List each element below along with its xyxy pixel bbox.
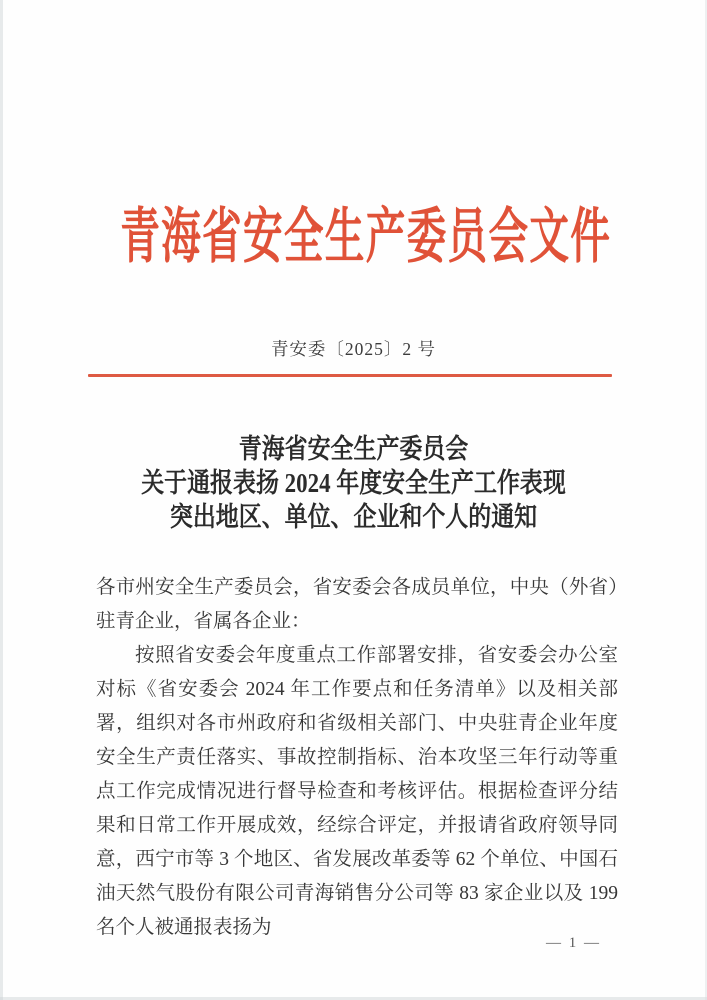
document-title-line-3: 突出地区、单位、企业和个人的通知 [169, 502, 538, 532]
red-divider-line [88, 374, 612, 377]
document-title [53, 432, 654, 534]
document-title-line-1: 青海省安全生产委员会 [238, 434, 469, 464]
document-reference-number: 青安委〔2025〕2 号 [270, 339, 437, 359]
document-body [96, 571, 618, 945]
document-letterhead-title: 青海省安全生产委员会文件 [120, 204, 612, 270]
document-title-line-2: 关于通报表扬 2024 年度安全生产工作表现 [141, 468, 566, 498]
body-paragraph: 按照省安委会年度重点工作部署安排，省安委会办公室对标《省安委会 2024 年工作要点和任务清单》以及相关部署，组织对各市州政府和省级相关部门、中央驻青企业年度安全生产责任落实、事故控制指标、治本攻坚三年行动等重点工作完成情况进行督导检查和考核评估。根据检查评分结果和日常工作开展成效，经综合评定，并报请省政府领导同意，西宁市等 3 个地区、省发展改革委等 62 个单位、中国石油天然气股份有限公司青海销售分公司等 83 家企业以及 199 名个人被通报表扬为 [96, 645, 618, 938]
salutation-line: 各市州安全生产委员会，省安委会各成员单位，中央（外省）驻青企业，省属各企业： [96, 577, 618, 632]
page-number: — 1 — [546, 935, 601, 951]
